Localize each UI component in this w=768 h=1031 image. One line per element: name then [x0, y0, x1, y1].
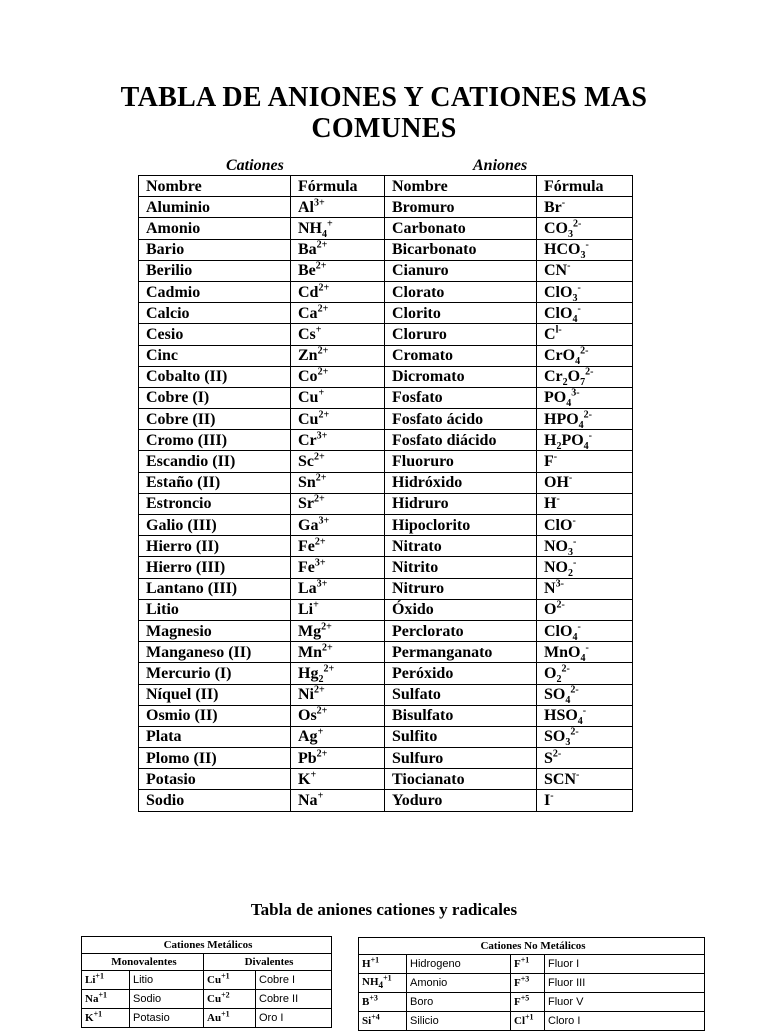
- table-row: [139, 620, 633, 641]
- cation-formula: $Sc^{2+}$: [291, 451, 385, 472]
- secondary-title: Tabla de aniones cationes y radicales: [250, 900, 518, 919]
- table-row: [139, 557, 633, 578]
- table-row: [139, 493, 633, 514]
- divalent-heading: Divalentes: [204, 954, 332, 971]
- ion-symbol: $F^{+3}$: [511, 974, 545, 993]
- cation-formula: K+: [291, 769, 385, 790]
- cation-name: Cesio: [139, 324, 291, 345]
- anion-formula: $NO_3^-$: [537, 536, 633, 557]
- cation-name: Osmio (II): [139, 705, 291, 726]
- table-row: [139, 451, 633, 472]
- ion-symbol: $B^{+3}$: [359, 993, 407, 1012]
- cation-formula: Cs+: [291, 324, 385, 345]
- header-anion-name: Nombre: [385, 176, 537, 197]
- anion-formula: $HPO_4^{2-}$: [537, 409, 633, 430]
- table-row: [359, 993, 705, 1012]
- cation-formula: $Cu^{2+}$: [291, 409, 385, 430]
- anion-formula: $N^{3-}$: [537, 578, 633, 599]
- cation-name: Manganeso (II): [139, 642, 291, 663]
- anion-formula: SCN-: [537, 769, 633, 790]
- table-row: [359, 974, 705, 993]
- ion-name: Fluor III: [545, 974, 705, 993]
- ion-name: Cloro I: [545, 1012, 705, 1031]
- anion-name: Nitruro: [385, 578, 537, 599]
- anion-formula: $HSO_4^-$: [537, 705, 633, 726]
- ion-symbol: $Cl^{+1}$: [511, 1012, 545, 1031]
- cations-heading: Cationes: [226, 157, 284, 174]
- ion-symbol: $Na^{+1}$: [82, 990, 130, 1009]
- header-cation-name: Nombre: [139, 176, 291, 197]
- table-row: [139, 748, 633, 769]
- cation-name: Cromo (III): [139, 430, 291, 451]
- ion-name: Cobre I: [256, 971, 332, 990]
- table-row: [139, 684, 633, 705]
- header-anion-formula: Fórmula: [537, 176, 633, 197]
- table-row: [139, 663, 633, 684]
- cation-formula: $Zn^{2+}$: [291, 345, 385, 366]
- cation-formula: $Sr^{2+}$: [291, 493, 385, 514]
- anion-name: Sulfito: [385, 726, 537, 747]
- metallic-cations-title: Cationes Metálicos: [82, 937, 332, 954]
- cation-formula: $Cd^{2+}$: [291, 281, 385, 302]
- cation-name: Magnesio: [139, 620, 291, 641]
- table-row: [139, 366, 633, 387]
- table-row: [139, 197, 633, 218]
- table-row: [82, 1009, 332, 1028]
- ion-symbol: $K^{+1}$: [82, 1009, 130, 1028]
- cation-name: Sodio: [139, 790, 291, 811]
- anion-name: Bicarbonato: [385, 239, 537, 260]
- header-cation-formula: Fórmula: [291, 176, 385, 197]
- ion-symbol: $F^{+1}$: [511, 955, 545, 974]
- anion-name: Hidróxido: [385, 472, 537, 493]
- cation-name: Cinc: [139, 345, 291, 366]
- table-row: [82, 990, 332, 1009]
- ion-name: Cobre II: [256, 990, 332, 1009]
- anion-formula: OH-: [537, 472, 633, 493]
- ions-table-body: [139, 176, 633, 812]
- cation-name: Aluminio: [139, 197, 291, 218]
- ion-symbol: $NH_4^{+1}$: [359, 974, 407, 993]
- anion-formula: Br-: [537, 197, 633, 218]
- anion-name: Nitrito: [385, 557, 537, 578]
- anion-name: Dicromato: [385, 366, 537, 387]
- table-row: [139, 345, 633, 366]
- anion-name: Bromuro: [385, 197, 537, 218]
- anion-name: Clorito: [385, 303, 537, 324]
- cation-formula: $Os^{2+}$: [291, 705, 385, 726]
- ion-name: Oro I: [256, 1009, 332, 1028]
- table-row: [139, 515, 633, 536]
- anion-name: Óxido: [385, 599, 537, 620]
- anion-name: Cianuro: [385, 260, 537, 281]
- cation-formula: $Hg_2^{2+}$: [291, 663, 385, 684]
- cation-formula: $Mn^{2+}$: [291, 642, 385, 663]
- ion-name: Silicio: [407, 1012, 511, 1031]
- anion-name: Hipoclorito: [385, 515, 537, 536]
- anion-name: Sulfato: [385, 684, 537, 705]
- anion-name: Peróxido: [385, 663, 537, 684]
- cation-name: Cobre (I): [139, 387, 291, 408]
- table-row: [139, 303, 633, 324]
- cation-name: Litio: [139, 599, 291, 620]
- cation-name: Cadmio: [139, 281, 291, 302]
- ion-symbol: $Li^{+1}$: [82, 971, 130, 990]
- cation-formula: $Ca^{2+}$: [291, 303, 385, 324]
- header-row: [139, 176, 633, 197]
- anion-name: Permanganato: [385, 642, 537, 663]
- anion-formula: $O^{2-}$: [537, 599, 633, 620]
- cation-formula: $Fe^{3+}$: [291, 557, 385, 578]
- table-row: [139, 769, 633, 790]
- anion-formula: $NO_2^-$: [537, 557, 633, 578]
- table-row: [139, 599, 633, 620]
- anion-formula: F-: [537, 451, 633, 472]
- table-row: [139, 536, 633, 557]
- table-row: [139, 790, 633, 811]
- table-row: [139, 705, 633, 726]
- cation-formula: Li+: [291, 599, 385, 620]
- ion-symbol: $Au^{+1}$: [204, 1009, 256, 1028]
- cation-name: Escandio (II): [139, 451, 291, 472]
- nonmetallic-cations-title: Cationes No Metálicos: [359, 938, 705, 955]
- ion-name: Amonio: [407, 974, 511, 993]
- anion-name: Fosfato diácido: [385, 430, 537, 451]
- cation-formula: $NH_4^+$: [291, 218, 385, 239]
- anion-formula: $Cr_2O_7^{2-}$: [537, 366, 633, 387]
- cation-formula: Ag+: [291, 726, 385, 747]
- cation-formula: $Ga^{3+}$: [291, 515, 385, 536]
- ion-name: Litio: [130, 971, 204, 990]
- cation-formula: Na+: [291, 790, 385, 811]
- table-row: [139, 324, 633, 345]
- anion-name: Sulfuro: [385, 748, 537, 769]
- anion-name: Fluoruro: [385, 451, 537, 472]
- page-title: TABLA DE ANIONES Y CATIONES MAS COMUNES: [120, 82, 648, 144]
- cation-formula: $Fe^{2+}$: [291, 536, 385, 557]
- anion-name: Nitrato: [385, 536, 537, 557]
- anion-formula: $S^{2-}$: [537, 748, 633, 769]
- cation-formula: $Ba^{2+}$: [291, 239, 385, 260]
- cation-formula: Cu+: [291, 387, 385, 408]
- cation-formula: $La^{3+}$: [291, 578, 385, 599]
- anion-formula: CrO$_4^{2-}$: [537, 345, 633, 366]
- anion-formula: ClO$_4$-: [537, 303, 633, 324]
- cation-name: Hierro (II): [139, 536, 291, 557]
- section-headings: [138, 157, 632, 175]
- anion-formula: I-: [537, 790, 633, 811]
- cation-name: Amonio: [139, 218, 291, 239]
- cation-name: Plomo (II): [139, 748, 291, 769]
- anion-name: Hidruro: [385, 493, 537, 514]
- anion-formula: $SO_4^{2-}$: [537, 684, 633, 705]
- table-row: [139, 239, 633, 260]
- anions-heading: Aniones: [473, 157, 528, 174]
- ion-name: Fluor V: [545, 993, 705, 1012]
- ion-name: Fluor I: [545, 955, 705, 974]
- anion-formula: ClO$_3$-: [537, 281, 633, 302]
- anion-formula: MnO$_4$-: [537, 642, 633, 663]
- anion-formula: H-: [537, 493, 633, 514]
- anion-name: Perclorato: [385, 620, 537, 641]
- cation-name: Cobalto (II): [139, 366, 291, 387]
- ion-symbol: $Cu^{+2}$: [204, 990, 256, 1009]
- cation-name: Lantano (III): [139, 578, 291, 599]
- anion-name: Yoduro: [385, 790, 537, 811]
- table-row: [82, 971, 332, 990]
- anion-formula: $C^{l-}$: [537, 324, 633, 345]
- anion-name: Fosfato ácido: [385, 409, 537, 430]
- anion-name: Fosfato: [385, 387, 537, 408]
- table-row: [139, 726, 633, 747]
- anion-formula: $O_2^{2-}$: [537, 663, 633, 684]
- cation-name: Berilio: [139, 260, 291, 281]
- table-row: [139, 642, 633, 663]
- table-row: [139, 260, 633, 281]
- ion-name: Potasio: [130, 1009, 204, 1028]
- anion-name: Cloruro: [385, 324, 537, 345]
- cation-name: Bario: [139, 239, 291, 260]
- cation-formula: $Be^{2+}$: [291, 260, 385, 281]
- cation-formula: $Ni^{2+}$: [291, 684, 385, 705]
- cation-name: Cobre (II): [139, 409, 291, 430]
- ions-table: [138, 175, 633, 812]
- table-row: [139, 578, 633, 599]
- table-row: [359, 955, 705, 974]
- table-row: [139, 281, 633, 302]
- anion-name: Clorato: [385, 281, 537, 302]
- cation-name: Potasio: [139, 769, 291, 790]
- anion-formula: $SO_3^{2-}$: [537, 726, 633, 747]
- anion-formula: $CO_3^{2-}$: [537, 218, 633, 239]
- ion-symbol: $Cu^{+1}$: [204, 971, 256, 990]
- anion-name: Carbonato: [385, 218, 537, 239]
- cation-name: Galio (III): [139, 515, 291, 536]
- cation-name: Calcio: [139, 303, 291, 324]
- anion-name: Bisulfato: [385, 705, 537, 726]
- table-row: [139, 387, 633, 408]
- ion-name: Sodio: [130, 990, 204, 1009]
- cation-formula: $Pb^{2+}$: [291, 748, 385, 769]
- anion-formula: $HCO_3^-$: [537, 239, 633, 260]
- ion-name: Boro: [407, 993, 511, 1012]
- ion-symbol: $Si^{+4}$: [359, 1012, 407, 1031]
- anion-formula: CN-: [537, 260, 633, 281]
- anion-formula: ClO-: [537, 515, 633, 536]
- cation-formula: $Cr^{3+}$: [291, 430, 385, 451]
- anion-formula: $PO_4^{3-}$: [537, 387, 633, 408]
- anion-name: Tiocianato: [385, 769, 537, 790]
- cation-formula: $Al^{3+}$: [291, 197, 385, 218]
- ion-symbol: $F^{+5}$: [511, 993, 545, 1012]
- cation-name: Estroncio: [139, 493, 291, 514]
- cation-formula: $Mg^{2+}$: [291, 620, 385, 641]
- cation-name: Estaño (II): [139, 472, 291, 493]
- anion-name: Cromato: [385, 345, 537, 366]
- anion-formula: ClO$_4$-: [537, 620, 633, 641]
- metallic-cations-table: [81, 936, 332, 1028]
- cation-name: Hierro (III): [139, 557, 291, 578]
- ion-symbol: $H^{+1}$: [359, 955, 407, 974]
- nonmetallic-cations-table: [358, 937, 705, 1031]
- cation-formula: $Co^{2+}$: [291, 366, 385, 387]
- cation-name: Níquel (II): [139, 684, 291, 705]
- cation-name: Plata: [139, 726, 291, 747]
- table-row: [139, 472, 633, 493]
- ion-name: Hidrogeno: [407, 955, 511, 974]
- table-row: [139, 409, 633, 430]
- cation-formula: $Sn^{2+}$: [291, 472, 385, 493]
- table-row: [139, 218, 633, 239]
- table-row: [359, 1012, 705, 1031]
- cation-name: Mercurio (I): [139, 663, 291, 684]
- monovalent-heading: Monovalentes: [82, 954, 204, 971]
- table-row: [139, 430, 633, 451]
- anion-formula: $H_2PO_4^-$: [537, 430, 633, 451]
